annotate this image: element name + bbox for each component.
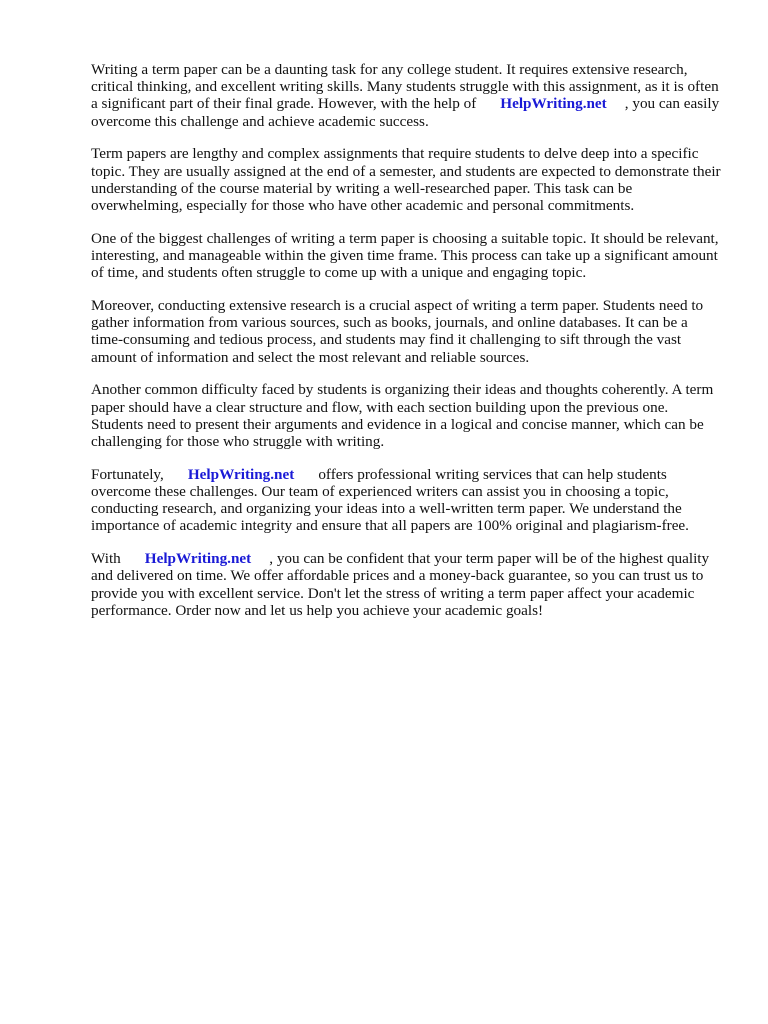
paragraph-closing [91,550,721,619]
paragraph-term-papers: Term papers are lengthy and complex assignments that require students to delve deep into a specific topic. They are usually assigned at the end of a semester, and students are expected to demonstrate their understanding of the course material by writing a well-researched paper. This task can be overwhelming, especially for those who have other academic and personal commitments. [91,145,721,215]
document-body [91,61,721,635]
paragraph-services [91,466,721,535]
paragraph-organizing-challenge: Another common difficulty faced by students is organizing their ideas and thoughts coherently. A term paper should have a clear structure and flow, with each section building upon the previous one. Students need to present their arguments and evidence in a logical and concise manner, which can be challenging for those who struggle with writing. [91,381,714,451]
paragraph-intro [91,61,721,130]
helpwriting-link-services[interactable]: HelpWriting.net [187,465,295,483]
paragraph-services-text-end: offers professional writing services that can help students overcome these challenges. Our team of experienced writers can assist you in choosing a topic, conducting research, and organizing your ideas into a well-written term paper. We understand the importance of academic integrity and ensure that all papers are 100% original and plagiarism-free. [91,465,689,535]
paragraph-closing-text-end: , you can be confident that your term paper will be of the highest quality and delivered on time. We offer affordable prices and a money-back guarantee, so you can trust us to provide you with excellent service. Don't let the stress of writing a term paper affect your academic performance. Order now and let us help you achieve your academic goals! [91,550,710,619]
helpwriting-link-closing[interactable]: HelpWriting.net [144,550,252,568]
helpwriting-link-intro[interactable]: HelpWriting.net [500,95,607,113]
paragraph-research-challenge: Moreover, conducting extensive research is a crucial aspect of writing a term paper. Students need to gather information from various sources, such as books, journals, and online databases. It can be a time-consuming and tedious process, and students may find it challenging to sift through the vast amount of information and select the most relevant and reliable sources. [91,297,704,366]
paragraph-services-text: Fortunately, [91,465,164,483]
paragraph-closing-text: With [91,550,121,568]
paragraph-topic-challenge: One of the biggest challenges of writing a term paper is choosing a suitable topic. It should be relevant, interesting, and manageable within the given time frame. This process can take up a significant amount of time, and students often struggle to come up with a unique and engaging topic. [91,229,719,282]
paragraph-intro-text: Writing a term paper can be a daunting task for any college student. It requires extensive research, critical thinking, and excellent writing skills. Many students struggle with this assignment, as it is often a significant part of their final grade. However, with the help of [91,61,719,113]
paragraph-intro-text-end: , you can easily overcome this challenge and achieve academic success. [91,95,720,130]
